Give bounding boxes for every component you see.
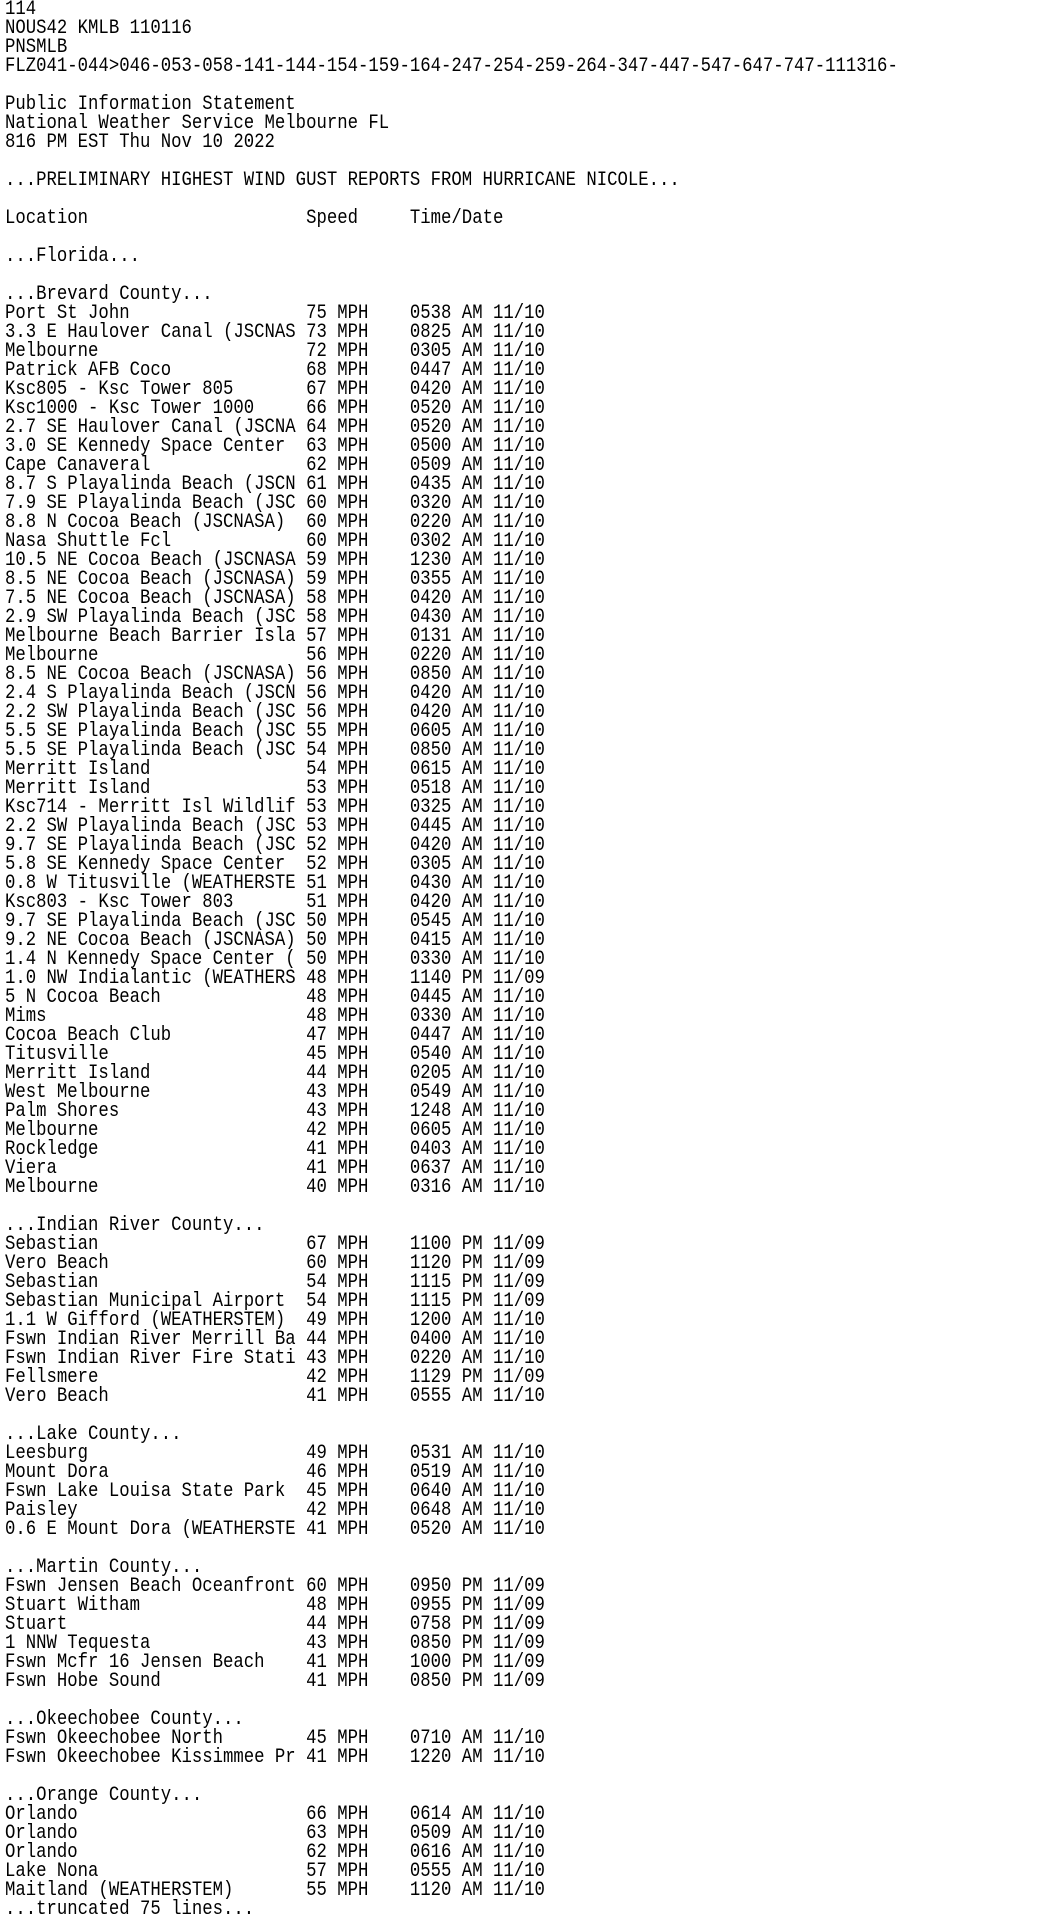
time-date-cell: 0710 AM 11/10 <box>409 1727 545 1750</box>
location-cell: Vero Beach <box>5 1385 307 1408</box>
time-date-cell: 0316 AM 11/10 <box>409 1176 545 1199</box>
location-cell: 9.7 SE Playalinda Beach (JSC <box>5 910 307 933</box>
location-cell: Stuart <box>5 1613 307 1636</box>
location-cell: Ksc1000 - Ksc Tower 1000 <box>5 397 307 420</box>
time-date-cell: 0509 AM 11/10 <box>409 1822 545 1845</box>
speed-cell: 54 MPH <box>306 758 410 781</box>
speed-cell: 54 MPH <box>306 739 410 762</box>
location-cell: 8.5 NE Cocoa Beach (JSCNASA) <box>5 568 307 591</box>
speed-cell: 49 MPH <box>306 1442 410 1465</box>
location-cell: Mims <box>5 1005 307 1028</box>
time-date-cell: 0616 AM 11/10 <box>409 1841 545 1864</box>
location-cell: Sebastian Municipal Airport <box>5 1290 307 1313</box>
speed-cell: 53 MPH <box>306 815 410 838</box>
table-row <box>5 1387 898 1406</box>
speed-cell: 67 MPH <box>306 1233 410 1256</box>
time-date-cell: 0420 AM 11/10 <box>409 891 545 914</box>
speed-cell: 60 MPH <box>306 1252 410 1275</box>
speed-cell: 57 MPH <box>306 1860 410 1883</box>
time-date-cell: 0555 AM 11/10 <box>409 1860 545 1883</box>
speed-cell: 48 MPH <box>306 986 410 1009</box>
time-date-cell: 1000 PM 11/09 <box>409 1651 545 1674</box>
location-cell: Cape Canaveral <box>5 454 307 477</box>
header-line: PNSMLB <box>5 36 68 59</box>
speed-cell: 55 MPH <box>306 720 410 743</box>
location-cell: 5.8 SE Kennedy Space Center <box>5 853 307 876</box>
location-cell: 1.1 W Gifford (WEATHERSTEM) <box>5 1309 307 1332</box>
time-date-cell: 0850 PM 11/09 <box>409 1670 545 1693</box>
column-header-time-date: Time/Date <box>409 207 504 230</box>
time-date-cell: 0850 AM 11/10 <box>409 739 545 762</box>
speed-cell: 45 MPH <box>306 1043 410 1066</box>
location-cell: Palm Shores <box>5 1100 307 1123</box>
speed-cell: 41 MPH <box>306 1138 410 1161</box>
header-line: 114 <box>5 0 37 21</box>
location-cell: 2.2 SW Playalinda Beach (JSC <box>5 701 307 724</box>
time-date-cell: 0435 AM 11/10 <box>409 473 545 496</box>
location-cell: Ksc805 - Ksc Tower 805 <box>5 378 307 401</box>
location-cell: Merritt Island <box>5 1062 307 1085</box>
column-header-speed: Speed <box>306 207 410 230</box>
location-cell: Melbourne Beach Barrier Isla <box>5 625 307 648</box>
table-row <box>5 1520 898 1539</box>
location-cell: Merritt Island <box>5 777 307 800</box>
location-cell: Sebastian <box>5 1271 307 1294</box>
speed-cell: 44 MPH <box>306 1328 410 1351</box>
speed-cell: 44 MPH <box>306 1613 410 1636</box>
column-header-row <box>5 209 898 228</box>
time-date-cell: 0950 PM 11/09 <box>409 1575 545 1598</box>
location-cell: Fswn Jensen Beach Oceanfront <box>5 1575 307 1598</box>
time-date-cell: 0420 AM 11/10 <box>409 701 545 724</box>
speed-cell: 75 MPH <box>306 302 410 325</box>
time-date-cell: 0538 AM 11/10 <box>409 302 545 325</box>
time-date-cell: 0400 AM 11/10 <box>409 1328 545 1351</box>
speed-cell: 41 MPH <box>306 1670 410 1693</box>
location-cell: Orlando <box>5 1803 307 1826</box>
speed-cell: 58 MPH <box>306 587 410 610</box>
speed-cell: 43 MPH <box>306 1632 410 1655</box>
speed-cell: 62 MPH <box>306 454 410 477</box>
location-cell: 5.5 SE Playalinda Beach (JSC <box>5 720 307 743</box>
speed-cell: 53 MPH <box>306 796 410 819</box>
header-line: FLZ041-044>046-053-058-141-144-154-159-164-247-254-259-264-347-447-547-647-747-111316- <box>5 55 898 78</box>
location-cell: Fswn Okeechobee Kissimmee Pr <box>5 1746 307 1769</box>
speed-cell: 63 MPH <box>306 435 410 458</box>
speed-cell: 42 MPH <box>306 1366 410 1389</box>
time-date-cell: 0430 AM 11/10 <box>409 606 545 629</box>
title-line: National Weather Service Melbourne FL <box>5 112 390 135</box>
speed-cell: 43 MPH <box>306 1100 410 1123</box>
speed-cell: 66 MPH <box>306 1803 410 1826</box>
speed-cell: 56 MPH <box>306 682 410 705</box>
time-date-cell: 0531 AM 11/10 <box>409 1442 545 1465</box>
location-cell: 0.8 W Titusville (WEATHERSTE <box>5 872 307 895</box>
time-date-cell: 0302 AM 11/10 <box>409 530 545 553</box>
time-date-cell: 0850 PM 11/09 <box>409 1632 545 1655</box>
time-date-cell: 0447 AM 11/10 <box>409 359 545 382</box>
speed-cell: 45 MPH <box>306 1727 410 1750</box>
table-row <box>5 1672 898 1691</box>
time-date-cell: 0330 AM 11/10 <box>409 1005 545 1028</box>
location-cell: Viera <box>5 1157 307 1180</box>
location-cell: Vero Beach <box>5 1252 307 1275</box>
location-cell: 9.7 SE Playalinda Beach (JSC <box>5 834 307 857</box>
speed-cell: 56 MPH <box>306 663 410 686</box>
location-cell: Cocoa Beach Club <box>5 1024 307 1047</box>
location-cell: Fswn Indian River Fire Stati <box>5 1347 307 1370</box>
location-cell: Port St John <box>5 302 307 325</box>
time-date-cell: 0605 AM 11/10 <box>409 720 545 743</box>
time-date-cell: 0330 AM 11/10 <box>409 948 545 971</box>
time-date-cell: 0447 AM 11/10 <box>409 1024 545 1047</box>
location-cell: Lake Nona <box>5 1860 307 1883</box>
location-cell: 2.9 SW Playalinda Beach (JSC <box>5 606 307 629</box>
speed-cell: 60 MPH <box>306 492 410 515</box>
county-heading: ...Martin County... <box>5 1556 203 1579</box>
time-date-cell: 0955 PM 11/09 <box>409 1594 545 1617</box>
title-line: Public Information Statement <box>5 93 296 116</box>
location-cell: Melbourne <box>5 1176 307 1199</box>
time-date-cell: 1200 AM 11/10 <box>409 1309 545 1332</box>
location-cell: Melbourne <box>5 340 307 363</box>
location-cell: 10.5 NE Cocoa Beach (JSCNASA <box>5 549 307 572</box>
location-cell: 5 N Cocoa Beach <box>5 986 307 1009</box>
time-date-cell: 0549 AM 11/10 <box>409 1081 545 1104</box>
location-cell: Orlando <box>5 1822 307 1845</box>
speed-cell: 41 MPH <box>306 1746 410 1769</box>
location-cell: 9.2 NE Cocoa Beach (JSCNASA) <box>5 929 307 952</box>
time-date-cell: 0445 AM 11/10 <box>409 986 545 1009</box>
time-date-cell: 0220 AM 11/10 <box>409 644 545 667</box>
location-cell: Fswn Hobe Sound <box>5 1670 307 1693</box>
time-date-cell: 1220 AM 11/10 <box>409 1746 545 1769</box>
speed-cell: 59 MPH <box>306 568 410 591</box>
location-cell: 2.7 SE Haulover Canal (JSCNA <box>5 416 307 439</box>
speed-cell: 41 MPH <box>306 1157 410 1180</box>
location-cell: 1.0 NW Indialantic (WEATHERS <box>5 967 307 990</box>
location-cell: Fswn Okeechobee North <box>5 1727 307 1750</box>
speed-cell: 54 MPH <box>306 1290 410 1313</box>
speed-cell: 58 MPH <box>306 606 410 629</box>
time-date-cell: 0850 AM 11/10 <box>409 663 545 686</box>
time-date-cell: 0420 AM 11/10 <box>409 378 545 401</box>
speed-cell: 55 MPH <box>306 1879 410 1902</box>
time-date-cell: 0614 AM 11/10 <box>409 1803 545 1826</box>
location-cell: 1.4 N Kennedy Space Center ( <box>5 948 307 971</box>
location-cell: Titusville <box>5 1043 307 1066</box>
location-cell: Merritt Island <box>5 758 307 781</box>
speed-cell: 60 MPH <box>306 511 410 534</box>
time-date-cell: 0758 PM 11/09 <box>409 1613 545 1636</box>
location-cell: 8.7 S Playalinda Beach (JSCN <box>5 473 307 496</box>
time-date-cell: 0615 AM 11/10 <box>409 758 545 781</box>
county-heading: ...Lake County... <box>5 1423 182 1446</box>
speed-cell: 50 MPH <box>306 929 410 952</box>
time-date-cell: 0637 AM 11/10 <box>409 1157 545 1180</box>
time-date-cell: 0545 AM 11/10 <box>409 910 545 933</box>
location-cell: Melbourne <box>5 644 307 667</box>
location-cell: 2.2 SW Playalinda Beach (JSC <box>5 815 307 838</box>
speed-cell: 43 MPH <box>306 1081 410 1104</box>
speed-cell: 64 MPH <box>306 416 410 439</box>
speed-cell: 51 MPH <box>306 872 410 895</box>
county-heading: ...Indian River County... <box>5 1214 265 1237</box>
time-date-cell: 1115 PM 11/09 <box>409 1271 545 1294</box>
location-cell: Rockledge <box>5 1138 307 1161</box>
speed-cell: 73 MPH <box>306 321 410 344</box>
location-cell: Paisley <box>5 1499 307 1522</box>
time-date-cell: 1120 AM 11/10 <box>409 1879 545 1902</box>
location-cell: 3.3 E Haulover Canal (JSCNAS <box>5 321 307 344</box>
location-cell: 5.5 SE Playalinda Beach (JSC <box>5 739 307 762</box>
speed-cell: 40 MPH <box>306 1176 410 1199</box>
speed-cell: 51 MPH <box>306 891 410 914</box>
location-cell: Melbourne <box>5 1119 307 1142</box>
speed-cell: 67 MPH <box>306 378 410 401</box>
speed-cell: 46 MPH <box>306 1461 410 1484</box>
location-cell: Maitland (WEATHERSTEM) <box>5 1879 307 1902</box>
location-cell: Fswn Indian River Merrill Ba <box>5 1328 307 1351</box>
county-heading: ...Okeechobee County... <box>5 1708 244 1731</box>
time-date-cell: 0403 AM 11/10 <box>409 1138 545 1161</box>
speed-cell: 56 MPH <box>306 644 410 667</box>
time-date-cell: 1120 PM 11/09 <box>409 1252 545 1275</box>
speed-cell: 72 MPH <box>306 340 410 363</box>
location-cell: Leesburg <box>5 1442 307 1465</box>
location-cell: 7.9 SE Playalinda Beach (JSC <box>5 492 307 515</box>
time-date-cell: 0518 AM 11/10 <box>409 777 545 800</box>
time-date-cell: 0420 AM 11/10 <box>409 682 545 705</box>
speed-cell: 48 MPH <box>306 967 410 990</box>
location-cell: Ksc714 - Merritt Isl Wildlif <box>5 796 307 819</box>
table-row <box>5 1178 898 1197</box>
time-date-cell: 0520 AM 11/10 <box>409 416 545 439</box>
time-date-cell: 1248 AM 11/10 <box>409 1100 545 1123</box>
speed-cell: 48 MPH <box>306 1005 410 1028</box>
time-date-cell: 0355 AM 11/10 <box>409 568 545 591</box>
location-cell: 3.0 SE Kennedy Space Center <box>5 435 307 458</box>
time-date-cell: 0640 AM 11/10 <box>409 1480 545 1503</box>
time-date-cell: 0305 AM 11/10 <box>409 340 545 363</box>
speed-cell: 52 MPH <box>306 834 410 857</box>
time-date-cell: 0500 AM 11/10 <box>409 435 545 458</box>
column-header-location: Location <box>5 207 307 230</box>
location-cell: Fswn Mcfr 16 Jensen Beach <box>5 1651 307 1674</box>
time-date-cell: 0325 AM 11/10 <box>409 796 545 819</box>
truncation-note: ...truncated 75 lines... <box>5 1898 255 1921</box>
speed-cell: 62 MPH <box>306 1841 410 1864</box>
location-cell: Ksc803 - Ksc Tower 803 <box>5 891 307 914</box>
location-cell: 7.5 NE Cocoa Beach (JSCNASA) <box>5 587 307 610</box>
speed-cell: 43 MPH <box>306 1347 410 1370</box>
public-information-statement <box>5 0 898 1919</box>
location-cell: Patrick AFB Coco <box>5 359 307 382</box>
speed-cell: 50 MPH <box>306 948 410 971</box>
speed-cell: 54 MPH <box>306 1271 410 1294</box>
time-date-cell: 1230 AM 11/10 <box>409 549 545 572</box>
time-date-cell: 0520 AM 11/10 <box>409 1518 545 1541</box>
time-date-cell: 1100 PM 11/09 <box>409 1233 545 1256</box>
speed-cell: 41 MPH <box>306 1651 410 1674</box>
speed-cell: 57 MPH <box>306 625 410 648</box>
time-date-cell: 0220 AM 11/10 <box>409 1347 545 1370</box>
speed-cell: 42 MPH <box>306 1499 410 1522</box>
speed-cell: 45 MPH <box>306 1480 410 1503</box>
location-cell: 0.6 E Mount Dora (WEATHERSTE <box>5 1518 307 1541</box>
speed-cell: 53 MPH <box>306 777 410 800</box>
location-cell: Sebastian <box>5 1233 307 1256</box>
county-heading: ...Brevard County... <box>5 283 213 306</box>
county-heading: ...Orange County... <box>5 1784 203 1807</box>
time-date-cell: 0131 AM 11/10 <box>409 625 545 648</box>
title-line: 816 PM EST Thu Nov 10 2022 <box>5 131 275 154</box>
location-cell: 8.5 NE Cocoa Beach (JSCNASA) <box>5 663 307 686</box>
time-date-cell: 0420 AM 11/10 <box>409 834 545 857</box>
speed-cell: 44 MPH <box>306 1062 410 1085</box>
speed-cell: 42 MPH <box>306 1119 410 1142</box>
location-cell: 2.4 S Playalinda Beach (JSCN <box>5 682 307 705</box>
speed-cell: 60 MPH <box>306 530 410 553</box>
speed-cell: 41 MPH <box>306 1518 410 1541</box>
location-cell: 8.8 N Cocoa Beach (JSCNASA) <box>5 511 307 534</box>
speed-cell: 47 MPH <box>306 1024 410 1047</box>
speed-cell: 63 MPH <box>306 1822 410 1845</box>
time-date-cell: 1115 PM 11/09 <box>409 1290 545 1313</box>
location-cell: Mount Dora <box>5 1461 307 1484</box>
time-date-cell: 0205 AM 11/10 <box>409 1062 545 1085</box>
speed-cell: 61 MPH <box>306 473 410 496</box>
speed-cell: 50 MPH <box>306 910 410 933</box>
speed-cell: 68 MPH <box>306 359 410 382</box>
location-cell: Fellsmere <box>5 1366 307 1389</box>
time-date-cell: 1140 PM 11/09 <box>409 967 545 990</box>
location-cell: 1 NNW Tequesta <box>5 1632 307 1655</box>
location-cell: Nasa Shuttle Fcl <box>5 530 307 553</box>
time-date-cell: 0520 AM 11/10 <box>409 397 545 420</box>
time-date-cell: 0540 AM 11/10 <box>409 1043 545 1066</box>
location-cell: Fswn Lake Louisa State Park <box>5 1480 307 1503</box>
location-cell: Orlando <box>5 1841 307 1864</box>
time-date-cell: 0648 AM 11/10 <box>409 1499 545 1522</box>
time-date-cell: 0305 AM 11/10 <box>409 853 545 876</box>
speed-cell: 66 MPH <box>306 397 410 420</box>
speed-cell: 41 MPH <box>306 1385 410 1408</box>
location-cell: West Melbourne <box>5 1081 307 1104</box>
state-heading: ...Florida... <box>5 245 140 268</box>
speed-cell: 56 MPH <box>306 701 410 724</box>
time-date-cell: 0825 AM 11/10 <box>409 321 545 344</box>
time-date-cell: 0445 AM 11/10 <box>409 815 545 838</box>
time-date-cell: 0509 AM 11/10 <box>409 454 545 477</box>
time-date-cell: 0430 AM 11/10 <box>409 872 545 895</box>
time-date-cell: 0415 AM 11/10 <box>409 929 545 952</box>
speed-cell: 60 MPH <box>306 1575 410 1598</box>
time-date-cell: 0420 AM 11/10 <box>409 587 545 610</box>
time-date-cell: 0605 AM 11/10 <box>409 1119 545 1142</box>
time-date-cell: 0519 AM 11/10 <box>409 1461 545 1484</box>
header-line: NOUS42 KMLB 110116 <box>5 17 192 40</box>
time-date-cell: 0220 AM 11/10 <box>409 511 545 534</box>
location-cell: Stuart Witham <box>5 1594 307 1617</box>
speed-cell: 52 MPH <box>306 853 410 876</box>
speed-cell: 59 MPH <box>306 549 410 572</box>
speed-cell: 48 MPH <box>306 1594 410 1617</box>
time-date-cell: 0320 AM 11/10 <box>409 492 545 515</box>
speed-cell: 49 MPH <box>306 1309 410 1332</box>
time-date-cell: 1129 PM 11/09 <box>409 1366 545 1389</box>
time-date-cell: 0555 AM 11/10 <box>409 1385 545 1408</box>
headline: ...PRELIMINARY HIGHEST WIND GUST REPORTS FROM HURRICANE NICOLE... <box>5 169 680 192</box>
table-row <box>5 1748 898 1767</box>
